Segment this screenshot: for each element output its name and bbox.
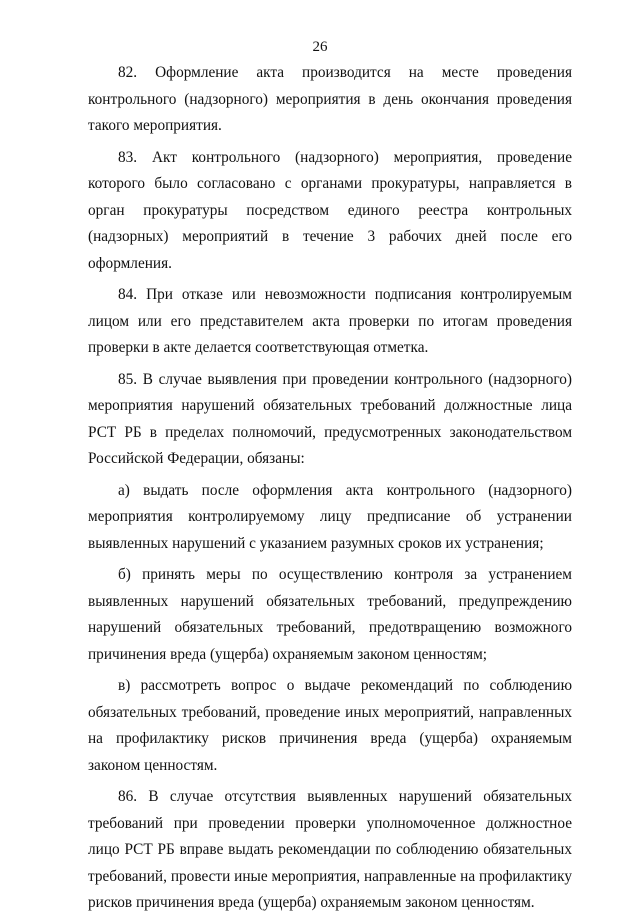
document-body bbox=[88, 60, 572, 922]
paragraph-85-b: б) принять меры по осуществлению контроля за устранением выявленных нарушений обязательных требований, предупреждению нарушений обязательных требований, предотвращению возможного причинения вреда (ущерба) охраняемым законом ценностям; bbox=[88, 566, 572, 663]
paragraph-83: 83. Акт контрольного (надзорного) мероприятия, проведение которого было согласовано с органами прокуратуры, направляется в орган прокуратуры посредством единого реестра контрольных (надзорных) мероприятий в течение 3 рабочих дней после его оформления. bbox=[88, 148, 572, 272]
paragraph-85: 85. В случае выявления при проведении контрольного (надзорного) мероприятия нарушений обязательных требований должностные лица РСТ РБ в пределах полномочий, предусмотренных законодательством Российской Федерации, обязаны: bbox=[88, 370, 572, 467]
paragraph-85-a: а) выдать после оформления акта контрольного (надзорного) мероприятия контролируемому лицу предписание об устранении выявленных нарушений с указанием разумных сроков их устранения; bbox=[88, 481, 572, 552]
paragraph-86: 86. В случае отсутствия выявленных нарушений обязательных требований при проведении проверки уполномоченное должностное лицо РСТ РБ вправе выдать рекомендации по соблюдению обязательных требований, провести иные мероприятия, направленные на профилактику рисков причинения вреда (ущерба) охраняемым законом ценностям. bbox=[88, 788, 572, 911]
paragraph-85-v: в) рассмотреть вопрос о выдаче рекомендаций по соблюдению обязательных требований, проведение иных мероприятий, направленных на профилактику рисков причинения вреда (ущерба) охраняемым законом ценностям. bbox=[88, 677, 572, 774]
paragraph-84: 84. При отказе или невозможности подписания контролируемым лицом или его представителем акта проверки по итогам проведения проверки в акте делается соответствующая отметка. bbox=[88, 286, 572, 356]
paragraph-82: 82. Оформление акта производится на месте проведения контрольного (надзорного) мероприятия в день окончания проведения такого мероприятия. bbox=[88, 64, 572, 134]
page-number: 26 bbox=[312, 39, 328, 55]
